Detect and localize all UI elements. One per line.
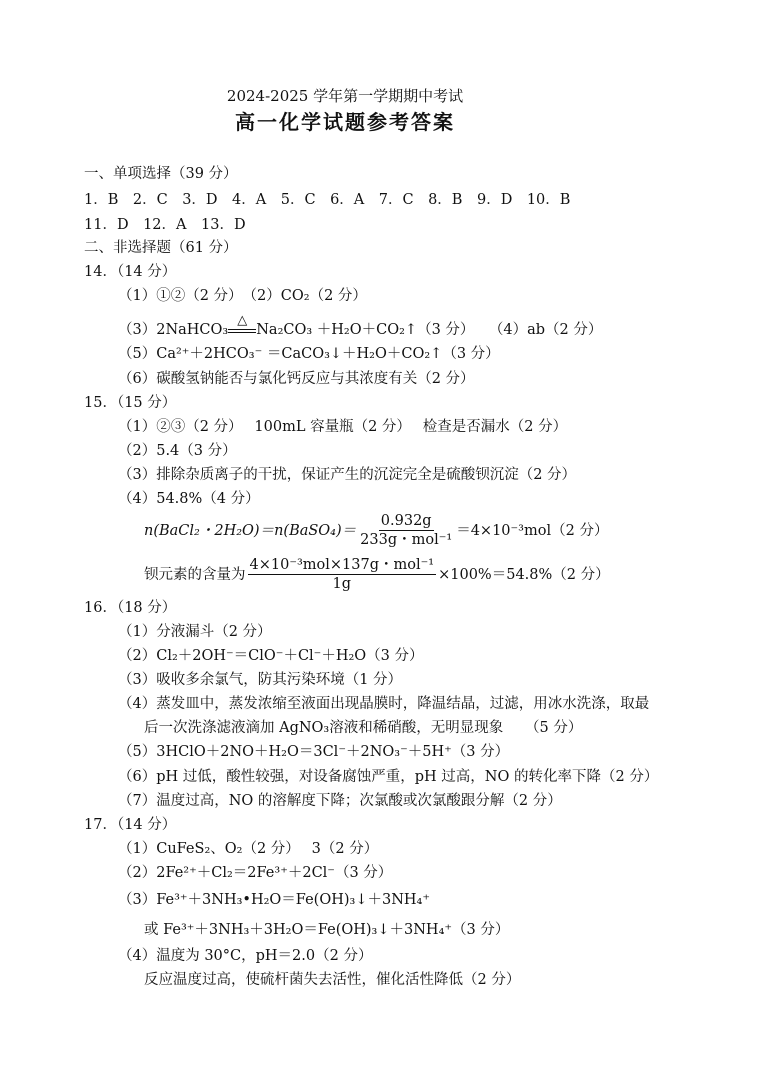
q16-line4a: （4）蒸发皿中，蒸发浓缩至液面出现晶膜时，降温结晶，过滤，用冰水洗涤，取最 (118, 696, 650, 712)
eq2-numerator: 4×10⁻³mol×137g・mol⁻¹ (249, 557, 435, 573)
q15-heading: 15．（15 分） (84, 395, 177, 411)
q15-equation1 (144, 512, 608, 549)
section2-heading: 二、非选择题（61 分） (84, 240, 238, 256)
q15-equation2 (144, 556, 610, 593)
q14-heading: 14．（14 分） (84, 264, 177, 280)
heat-triangle-symbol: △ (237, 313, 248, 328)
mc-answers-line2: 11．D 12．A 13．D (84, 217, 246, 233)
q15-line1: （1）②③（2 分） 100mL 容量瓶（2 分） 检查是否漏水（2 分） (118, 419, 568, 435)
q17-line4: （4）温度为 30°C，pH＝2.0（2 分） (118, 948, 373, 964)
q17-heading: 17．（14 分） (84, 817, 177, 833)
q16-line1: （1）分液漏斗（2 分） (118, 624, 272, 640)
q16-heading: 16．（18 分） (84, 600, 177, 616)
q17-line1: （1）CuFeS₂、O₂（2 分） 3（2 分） (118, 841, 379, 857)
q15-line2: （2）5.4（3 分） (118, 443, 237, 459)
q14-line4: （6）碳酸氢钠能否与氯化钙反应与其浓度有关（2 分） (118, 371, 475, 387)
q14-line2 (118, 313, 603, 340)
eq2-fraction (248, 556, 437, 593)
q15-line4: （4）54.8%（4 分） (118, 491, 260, 507)
q16-line7: （7）温度过高，NO 的溶解度下降；次氯酸或次氯酸跟分解（2 分） (118, 793, 562, 809)
q14-line2-reactant: （3）2NaHCO₃ (118, 322, 229, 338)
eq1-right: ＝4×10⁻³mol（2 分） (456, 522, 609, 539)
q16-line4b: 后一次洗涤滤液滴加 AgNO₃溶液和稀硝酸，无明显现象 （5 分） (144, 720, 583, 736)
exam-title: 2024-2025 学年第一学期期中考试 (226, 87, 464, 105)
q16-line2: （2）Cl₂＋2OH⁻＝ClO⁻＋Cl⁻＋H₂O（3 分） (118, 648, 424, 664)
eq1-left: n(BaCl₂・2H₂O)＝n(BaSO₄)＝ (144, 522, 357, 539)
eq2-left: 钡元素的含量为 (144, 566, 246, 583)
mc-answers-line1: 1．B 2．C 3．D 4．A 5．C 6．A 7．C 8．B 9．D 10．B (84, 192, 571, 208)
q17-line3: （3）Fe³⁺＋3NH₃•H₂O＝Fe(OH)₃↓＋3NH₄⁺ (118, 892, 430, 908)
q17-line3b: 或 Fe³⁺＋3NH₃＋3H₂O＝Fe(OH)₃↓＋3NH₄⁺（3 分） (144, 922, 510, 938)
q17-line4b: 反应温度过高，使硫杆菌失去活性，催化活性降低（2 分） (144, 972, 521, 988)
q17-line2: （2）2Fe²⁺＋Cl₂＝2Fe³⁺＋2Cl⁻（3 分） (118, 865, 393, 881)
q16-line6: （6）pH 过低，酸性较强，对设备腐蚀严重，pH 过高，NO 的转化率下降（2 分） (118, 769, 659, 785)
eq1-numerator: 0.932g (380, 513, 432, 529)
q14-line3: （5）Ca²⁺＋2HCO₃⁻ ＝CaCO₃↓＋H₂O＋CO₂↑（3 分） (118, 346, 500, 362)
section1-heading: 一、单项选择（39 分） (84, 166, 238, 182)
eq1-denominator: 233g・mol⁻¹ (360, 532, 453, 548)
q16-line5: （5）3HClO＋2NO＋H₂O＝3Cl⁻＋2NO₃⁻＋5H⁺（3 分） (118, 744, 510, 760)
q16-line3: （3）吸收多余氯气，防其污染环境（1 分） (118, 672, 403, 688)
q15-line3: （3）排除杂质离子的干扰，保证产生的沉淀完全是硫酸钡沉淀（2 分） (118, 467, 577, 483)
answer-title: 高一化学试题参考答案 (235, 110, 455, 134)
eq1-fraction (358, 512, 454, 549)
heating-condition (228, 313, 256, 333)
q14-line1: （1）①②（2 分） （2）CO₂（2 分） (118, 288, 367, 304)
eq2-denominator: 1g (332, 576, 352, 592)
q14-line2-products: Na₂CO₃ ＋H₂O＋CO₂↑（3 分） （4）ab（2 分） (256, 322, 603, 338)
eq2-right: ×100%＝54.8%（2 分） (438, 566, 610, 583)
